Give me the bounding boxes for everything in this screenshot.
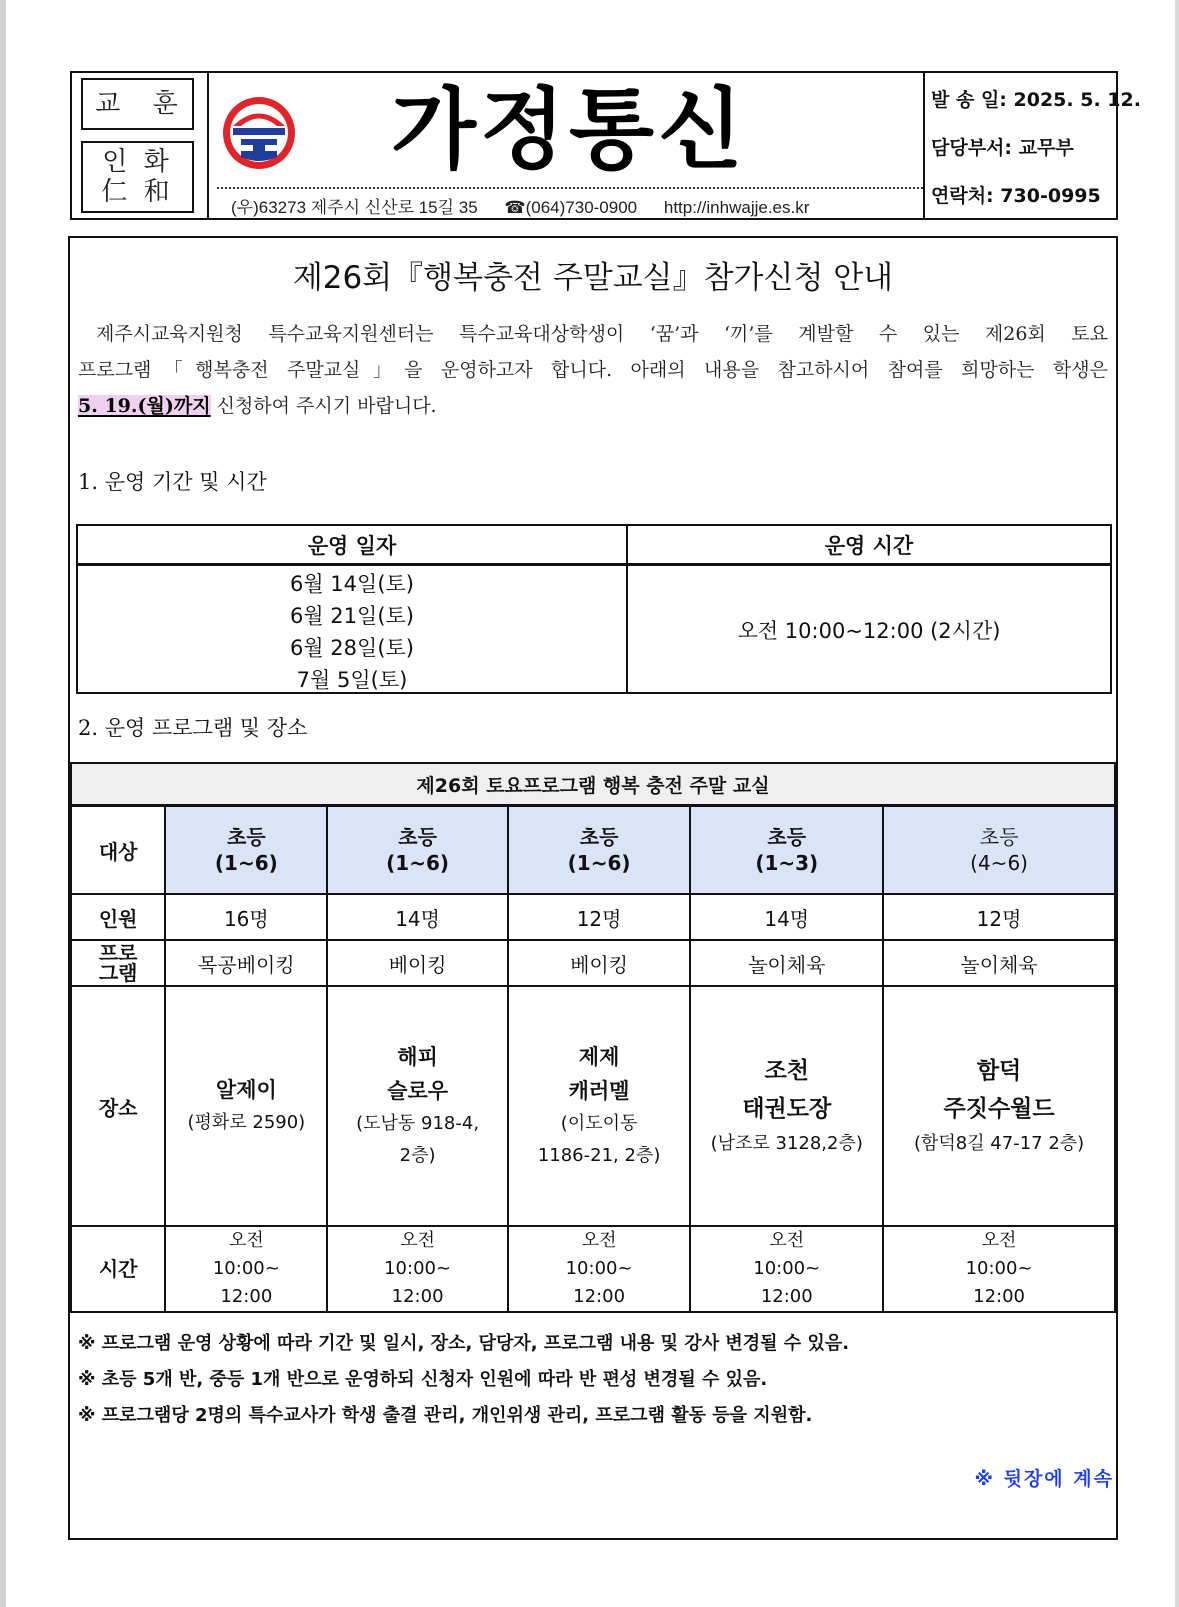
target-level: 초등 [767, 825, 807, 849]
people-cell: 12명 [883, 894, 1115, 940]
program-cell: 놀이체육 [690, 940, 883, 986]
note-item: ※ 프로그램 운영 상황에 따라 기간 및 일시, 장소, 담당자, 프로그램 내용 및 강사 변경될 수 있음. [78, 1333, 850, 1354]
send-date-row [931, 85, 1141, 112]
department-value: 교무부 [1018, 137, 1074, 159]
target-grade: (4~6) [970, 851, 1028, 875]
title-column [209, 73, 923, 218]
intro-line-3-rest: 신청하여 주시기 바랍니다. [210, 395, 437, 417]
row-head-program [71, 940, 165, 986]
place-name: 함덕 [976, 1058, 1022, 1084]
time-start: 10:00~ [753, 1258, 821, 1279]
target-cell [327, 806, 507, 895]
place-cell [165, 986, 327, 1226]
contact-value: 730-0995 [1000, 185, 1101, 207]
notice-title: 제26회『행복충전 주말교실』참가신청 안내 [292, 260, 894, 296]
schedule-date: 7월 5일(토) [296, 668, 408, 692]
school-address: (우)63273 제주시 신산로 15길 35 [231, 198, 478, 217]
schedule-date: 6월 14일(토) [289, 572, 414, 596]
intro-paragraph [78, 316, 1108, 424]
target-level: 초등 [979, 825, 1019, 849]
time-end: 12:00 [573, 1286, 626, 1307]
time-end: 12:00 [220, 1286, 273, 1307]
send-date-label: 발 송 일: [931, 89, 1007, 111]
place-address: (평화로 2590) [187, 1112, 306, 1133]
row-head-time: 시간 [71, 1226, 165, 1312]
deadline-highlight: 5. 19.(월)까지 [78, 395, 211, 417]
newsletter-header [70, 71, 1141, 220]
time-end: 12:00 [391, 1286, 444, 1307]
target-grade: (1~6) [214, 851, 278, 875]
intro-line-2: 프로그램「행복충전 주말교실」을 운영하고자 합니다. 아래의 내용을 참고하시어 참여를 희망하는 학생은 [78, 359, 1108, 381]
program-table-caption: 제26회 토요프로그램 행복 충전 주말 교실 [71, 763, 1115, 806]
row-head-program-line1: 프로 [98, 941, 138, 965]
time-end: 12:00 [973, 1286, 1025, 1307]
schedule-table [76, 524, 1112, 694]
school-url[interactable]: http://inhwajje.es.kr [663, 198, 810, 217]
place-name: 조천 [764, 1058, 809, 1084]
time-cell [508, 1226, 691, 1312]
target-grade: (1~6) [386, 851, 450, 875]
time-ampm: 오전 [581, 1230, 617, 1251]
school-address-line [217, 187, 923, 218]
contact-row [931, 181, 1101, 208]
time-ampm: 오전 [228, 1230, 264, 1251]
target-grade: (1~6) [567, 851, 631, 875]
time-start: 10:00~ [565, 1258, 633, 1279]
motto-korean: 인 화 [102, 147, 173, 177]
motto-text [81, 141, 194, 213]
motto-column [72, 73, 209, 218]
time-start: 10:00~ [212, 1258, 280, 1279]
schedule-date: 6월 28일(토) [289, 636, 414, 660]
time-cell [165, 1226, 327, 1312]
send-info-column [923, 73, 1141, 218]
target-level: 초등 [227, 825, 266, 849]
schedule-date: 6월 21일(토) [289, 604, 414, 628]
people-cell: 16명 [165, 894, 327, 940]
place-name-2: 주짓수월드 [943, 1096, 1055, 1122]
intro-line-3 [78, 388, 1108, 424]
place-name: 제제 [578, 1045, 620, 1069]
place-address: (남조로 3128,2층) [710, 1133, 863, 1154]
school-phone: ☎(064)730-0900 [504, 198, 638, 217]
program-table [70, 762, 1116, 1313]
time-cell [327, 1226, 507, 1312]
target-cell [690, 806, 883, 895]
department-row [931, 133, 1074, 160]
motto-hanja: 仁 和 [101, 177, 174, 207]
place-cell [508, 986, 691, 1226]
program-cell: 목공베이킹 [165, 940, 327, 986]
newsletter-title: 가정통신 [390, 78, 748, 181]
schedule-dates [78, 568, 626, 696]
place-address-2: 1186-21, 2층) [537, 1145, 661, 1166]
row-head-target: 대상 [71, 806, 165, 895]
section-2-heading: 2. 운영 프로그램 및 장소 [78, 716, 308, 740]
page-edge-left [0, 0, 6, 1607]
target-cell [883, 806, 1115, 895]
place-address: (도남동 918-4, [356, 1113, 480, 1134]
target-level: 초등 [579, 825, 619, 849]
contact-label: 연락처: [931, 185, 994, 207]
place-address: (이도이동 [560, 1113, 638, 1134]
program-cell: 베이킹 [508, 940, 691, 986]
row-head-program-line2: 그램 [98, 961, 138, 985]
note-item: ※ 초등 5개 반, 중등 1개 반으로 운영하되 신청자 인원에 따라 반 편성 변경될 수 있음. [78, 1369, 768, 1390]
time-ampm: 오전 [769, 1230, 805, 1251]
place-cell [327, 986, 507, 1226]
school-emblem-icon [219, 93, 299, 173]
people-cell: 12명 [508, 894, 691, 940]
place-address: (함덕8길 47-17 2층) [913, 1133, 1085, 1154]
target-cell [165, 806, 327, 895]
schedule-header-dates: 운영 일자 [78, 526, 626, 566]
target-cell [508, 806, 691, 895]
send-date-value: 2025. 5. 12. [1013, 89, 1141, 111]
row-head-place: 장소 [71, 986, 165, 1226]
section-1-heading: 1. 운영 기간 및 시간 [78, 470, 267, 494]
note-item: ※ 프로그램당 2명의 특수교사가 학생 출결 관리, 개인위생 관리, 프로그램 활동 등을 지원함. [78, 1405, 813, 1426]
target-grade: (1~3) [755, 851, 819, 875]
place-name-2: 태권도장 [742, 1096, 832, 1122]
notice-body [68, 236, 1118, 1540]
page-edge-right [1175, 0, 1179, 1607]
notes-list [78, 1326, 849, 1434]
place-name-2: 슬로우 [387, 1079, 449, 1103]
place-cell [690, 986, 883, 1226]
target-level: 초등 [398, 825, 437, 849]
place-name: 알제이 [215, 1078, 277, 1102]
place-cell [883, 986, 1115, 1226]
program-cell: 놀이체육 [883, 940, 1115, 986]
time-start: 10:00~ [384, 1258, 452, 1279]
row-head-people: 인원 [71, 894, 165, 940]
place-name-2: 캐러멜 [568, 1079, 630, 1103]
time-ampm: 오전 [400, 1230, 435, 1251]
place-name: 해피 [397, 1045, 438, 1069]
people-cell: 14명 [327, 894, 507, 940]
people-cell: 14명 [690, 894, 883, 940]
time-cell [690, 1226, 883, 1312]
continued-note: ※ 뒷장에 계속 [974, 1468, 1114, 1490]
time-ampm: 오전 [981, 1230, 1017, 1251]
schedule-time: 오전 10:00~12:00 (2시간) [737, 619, 1001, 643]
place-address-2: 2층) [399, 1145, 436, 1166]
time-start: 10:00~ [965, 1258, 1033, 1279]
motto-label: 교 훈 [81, 78, 194, 130]
schedule-header-time: 운영 시간 [628, 526, 1110, 566]
program-cell: 베이킹 [327, 940, 507, 986]
time-end: 12:00 [760, 1286, 813, 1307]
department-label: 담당부서: [931, 137, 1013, 159]
time-cell [883, 1226, 1115, 1312]
intro-line-1: 제주시교육지원청 특수교육지원센터는 특수교육대상학생이 ‘꿈’과 ‘끼’를 계발할 수 있는 제26회 토요 [96, 323, 1108, 345]
